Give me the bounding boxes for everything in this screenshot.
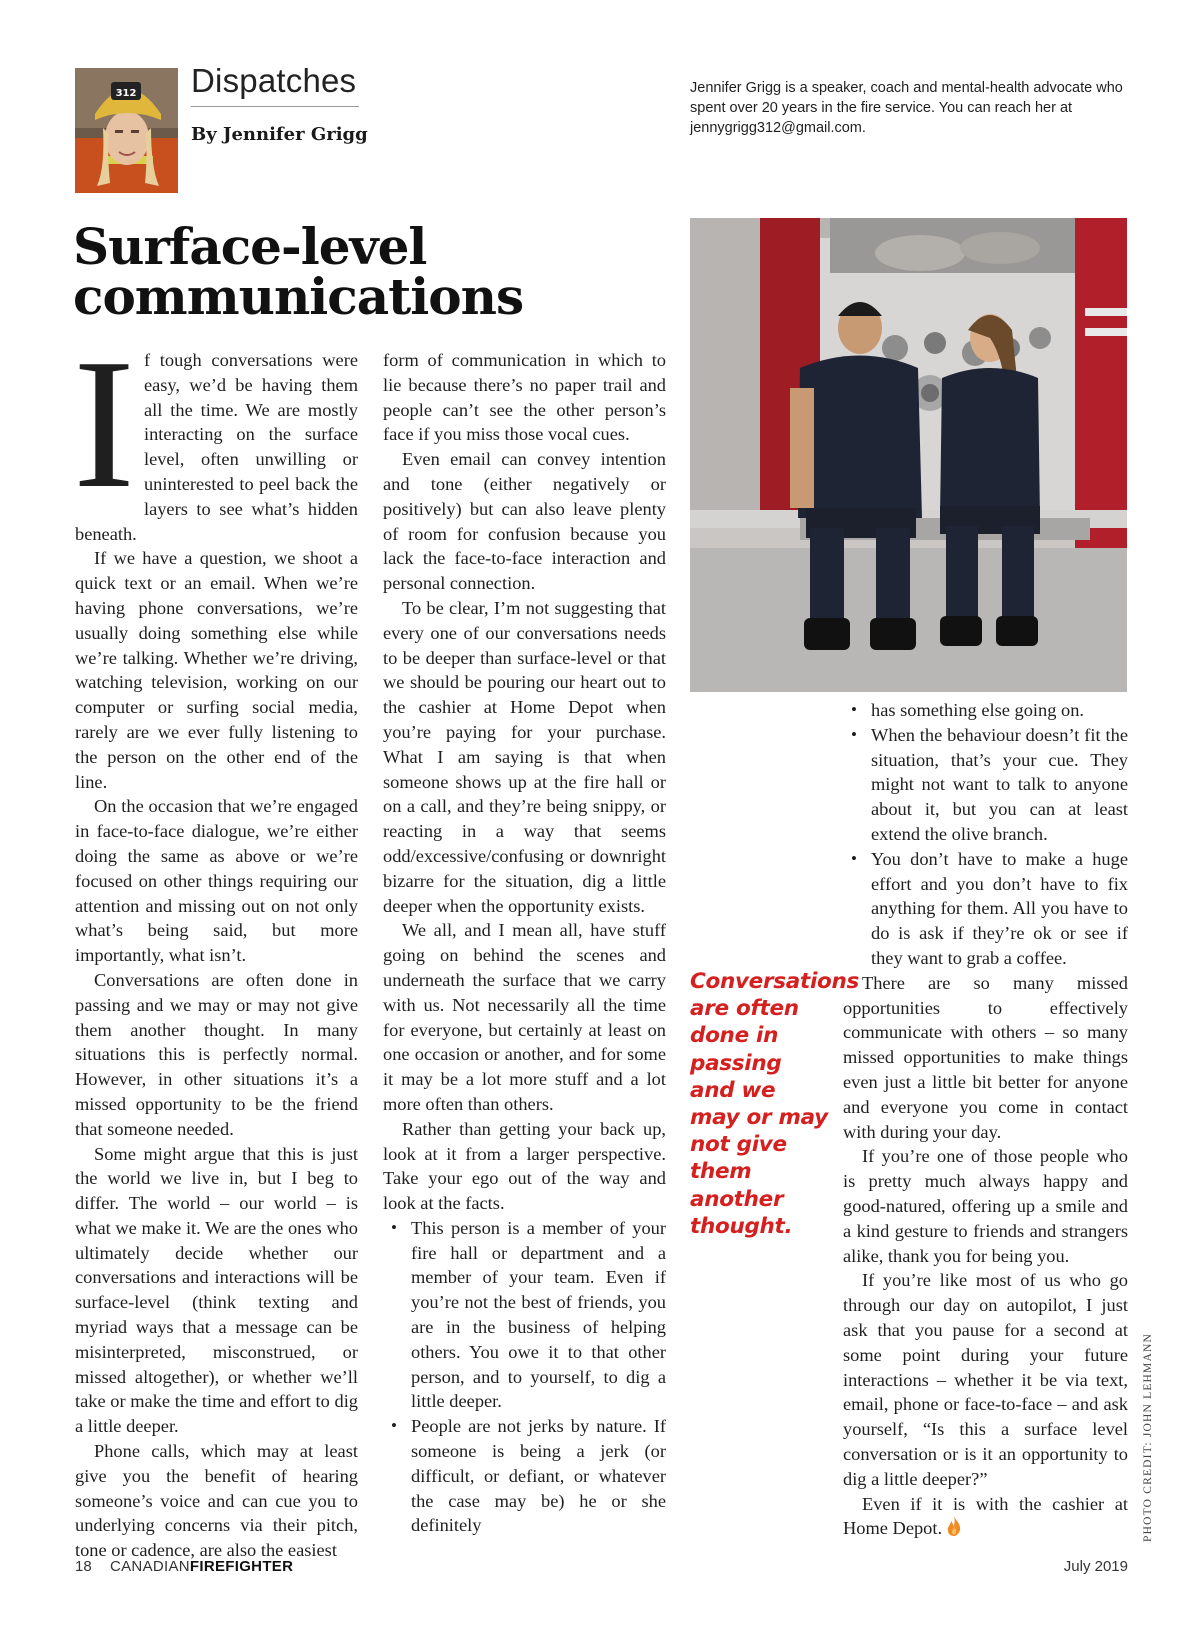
paragraph-text: f tough conversations were easy, we’d be having them all the time. We are mostly interacting on the surface level, often unwilling or uninterested to peel back the layers to see what’s hidden beneath. xyxy=(75,350,358,544)
bullet-item: • This person is a member of your fire hall or department and a member of your team. Even if you’re not the best of friends, you are in the business of helping others. You owe it to that other person, and to yourself, to dig a little deeper. xyxy=(383,1216,666,1414)
flame-icon xyxy=(946,1516,962,1536)
headline-line-1: Surface-level xyxy=(73,217,427,276)
paragraph xyxy=(843,1492,1128,1542)
column-rule xyxy=(191,106,359,107)
byline: By Jennifer Grigg xyxy=(191,124,368,145)
paragraph: To be clear, I’m not suggesting that every one of our conversations needs to be deeper than surface-level or that we should be pouring our heart out to the cashier at Home Depot when you’re paying for your purchase. What I am saying is that when someone shows up at the fire hall or on a call, and they’re being snippy, or reacting in a way that seems odd/excessive/confusing or downright bizarre for the situation, dig a little deeper when the opportunity exists. xyxy=(383,597,666,916)
paragraph: On the occasion that we’re engaged in face-to-face dialogue, we’re either doing the same as above or we’re focused on other things requiring our attention and missing out on not only what’s being said, but more importantly, what isn’t. xyxy=(75,796,358,966)
paragraph: We all, and I mean all, have stuff going on behind the scenes and underneath the surface that we carry with us. Not necessarily all the time for everyone, but certainly at least on one occasion or another, and for some it may be a lot more stuff and a lot more often than others. xyxy=(383,920,666,1114)
author-bio: Jennifer Grigg is a speaker, coach and mental-health advocate who spent over 20 years in the fire service. You can reach her at jennygrigg312@gmail.com. xyxy=(690,80,1123,136)
author-photo xyxy=(75,68,178,193)
article-column-1 xyxy=(73,321,358,1563)
bullet-continuation-text: has something else going on. xyxy=(871,700,1085,720)
paragraph: Even email can convey intention and tone (either negatively or positively) but can also leave plenty of room for confusion because you lack the face-to-face interaction and personal connection. xyxy=(383,449,666,594)
paragraph: If we have a question, we shoot a quick text or an email. When we’re having phone conversations, we’re usually doing something else while we’re talking. Whether we’re driving, watching television, working on our computer or surfing social media, rarely are we ever fully listening to the person on the other end of the line. xyxy=(75,548,358,792)
paragraph: Conversations are often done in passing and we may or may not give them another thought. In many situations this is perfectly normal. However, in other situations it’s a missed opportunity to be the friend that someone needed. xyxy=(75,969,358,1139)
svg-text:312: 312 xyxy=(115,88,137,99)
article-column-2 xyxy=(383,348,666,1538)
article-column-3 xyxy=(843,698,1128,1541)
column-name: Dispatches xyxy=(191,62,357,99)
magazine-title: FIREFIGHTER xyxy=(189,1558,294,1575)
paragraph: form of communication in which to lie because there’s no paper trail and people can’t see the other person’s face if you miss those vocal cues. xyxy=(383,350,666,445)
bullet-item: • You don’t have to make a huge effort and you don’t have to fix anything for them. All you have to do is ask if they’re ok or see if they want to grab a coffee. xyxy=(843,847,1128,971)
bullet-list xyxy=(383,1216,666,1538)
paragraph: Some might argue that this is just the world we live in, but I beg to differ. The world – our world – is what we make it. We are the ones who ultimately decide whether our conversations and interactions will be surface-level (think texting and myriad ways that a message can be misinterpreted, misconstrued, or missed altogether), or whether we’ll take or make the time and effort to dig a little deeper. xyxy=(75,1143,358,1437)
paragraph xyxy=(73,321,358,546)
firefighters-photo xyxy=(690,218,1127,692)
bullet-list xyxy=(843,698,1128,971)
closing-text: Even if it is with the cashier at Home Depot. xyxy=(843,1493,1128,1539)
paragraph: There are so many missed opportunities to effectively communicate with others – so many missed opportunities to make things even just a little bit better for anyone and everyone you come in contact with during your day. xyxy=(843,972,1128,1142)
paragraph: Phone calls, which may at least give you the benefit of hearing someone’s voice and can cue you to underlying concerns via their pitch, tone or cadence, are also the easiest xyxy=(75,1441,358,1561)
drop-cap: I xyxy=(73,321,135,527)
paragraph: If you’re one of those people who is pretty much always happy and good-natured, offering up a smile and a kind gesture to friends and strangers alike, thank you for being you. xyxy=(843,1146,1128,1266)
fire-truck-scene xyxy=(690,218,1127,692)
photo-credit: PHOTO CREDIT: JOHN LEHMANN xyxy=(1142,1333,1154,1542)
bullet-item: • People are not jerks by nature. If someone is being a jerk (or difficult, or defiant, or whatever the case may be) he or she definitely xyxy=(383,1414,666,1538)
magazine-prefix: CANADIAN xyxy=(110,1558,190,1575)
paragraph: Rather than getting your back up, look at it from a larger perspective. Take your ego out of the way and look at the facts. xyxy=(383,1118,666,1214)
bullet-item: • When the behaviour doesn’t fit the situation, that’s your cue. They might not want to talk to anyone about it, but you can at least extend the olive branch. xyxy=(843,723,1128,847)
paragraph: If you’re like most of us who go through our day on autopilot, I just ask that you pause for a second at some point during your future interactions – whether it be via text, email, phone or face-to-face – and ask yourself, “Is this a surface level conversation or is it an opportunity to dig a little deeper?” xyxy=(843,1270,1128,1489)
page-number: 18 xyxy=(75,1558,92,1575)
pull-quote: Conversations are often done in passing and we may or may not give them another thought. xyxy=(690,969,859,1239)
headline-line-2: communications xyxy=(73,267,524,326)
bullet-continuation xyxy=(843,698,1128,723)
issue-date: July 2019 xyxy=(1063,1558,1128,1575)
author-portrait xyxy=(75,68,178,193)
magazine-name xyxy=(110,1558,293,1575)
headline xyxy=(73,217,524,326)
